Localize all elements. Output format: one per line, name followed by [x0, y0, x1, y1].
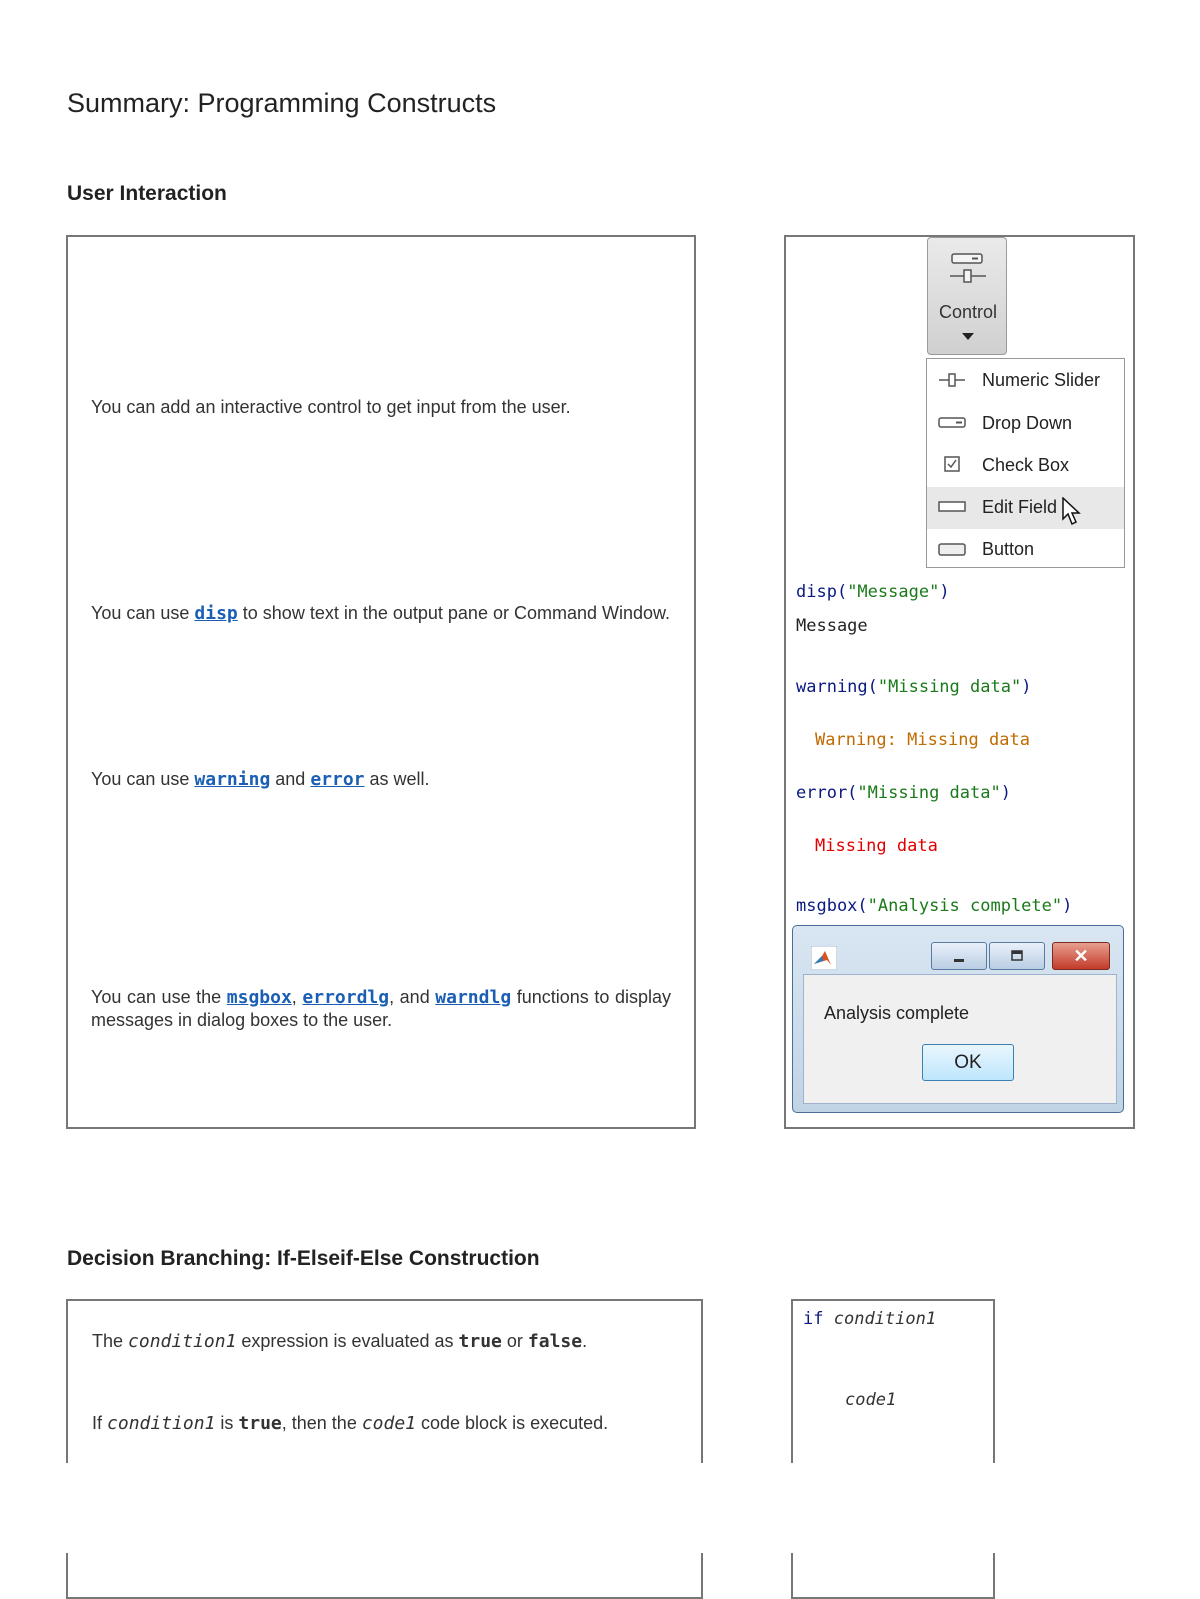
mouse-cursor-icon [1061, 497, 1085, 527]
text: If [92, 1413, 108, 1433]
control-dropdown-menu [926, 358, 1125, 568]
control-icon [948, 248, 988, 288]
code-string: "Analysis complete" [867, 896, 1063, 916]
close-icon: ✕ [1073, 946, 1089, 966]
text: as well. [364, 769, 430, 789]
message-dialog [792, 925, 1124, 1113]
msgbox-link[interactable]: msgbox [226, 987, 292, 1008]
section-heading-decision-branching: Decision Branching: If-Elseif-Else Construction [67, 1247, 540, 1270]
code-block-line: code1 [845, 1390, 897, 1410]
checkbox-icon [937, 455, 967, 475]
code-fn: disp( [796, 582, 848, 602]
code-if-line [803, 1309, 936, 1329]
text: , [291, 987, 303, 1007]
minimize-icon [949, 947, 969, 967]
code-string: "Missing data" [857, 783, 1001, 803]
text: You can use [91, 603, 195, 623]
text: or [501, 1331, 528, 1351]
text: and [270, 769, 311, 789]
output-disp: Message [796, 616, 868, 636]
button-icon [937, 539, 967, 559]
code-error [796, 783, 1011, 803]
errordlg-link[interactable]: errordlg [302, 987, 390, 1008]
paragraph-dialogs [91, 986, 671, 1031]
section-heading-user-interaction: User Interaction [67, 182, 227, 205]
ok-button[interactable]: OK [922, 1044, 1014, 1081]
dialog-message: Analysis complete [824, 1003, 970, 1023]
code-warning [796, 677, 1031, 697]
paragraph-warning-error [91, 768, 671, 791]
code-paren: ) [1000, 783, 1011, 803]
code-fn: error( [796, 783, 858, 803]
code-paren: ) [939, 582, 950, 602]
text: to show text in the output pane or Command Window. [237, 603, 671, 623]
menu-item-edit-field[interactable] [927, 487, 1124, 529]
condition-term: condition1 [107, 1413, 216, 1434]
code-term: code1 [361, 1413, 417, 1434]
text: expression is evaluated as [236, 1331, 459, 1351]
true-term: true [458, 1331, 502, 1352]
warndlg-link[interactable]: warndlg [435, 987, 512, 1008]
dialog-body [803, 974, 1117, 1104]
maximize-button[interactable] [989, 942, 1045, 970]
menu-item-label: Drop Down [982, 413, 1073, 433]
control-button-label: Control [938, 302, 998, 322]
true-term: true [238, 1413, 282, 1434]
code-msgbox [796, 896, 1072, 916]
menu-item-label: Check Box [982, 455, 1070, 475]
code-keyword: if [803, 1309, 824, 1329]
text: The [92, 1331, 129, 1351]
text: , and [389, 987, 436, 1007]
page-title: Summary: Programming Constructs [67, 88, 497, 118]
paragraph-condition-eval [92, 1330, 682, 1353]
slider-icon [937, 370, 967, 390]
code-paren: ) [1062, 896, 1073, 916]
minimize-button[interactable] [931, 942, 987, 970]
control-button[interactable] [927, 237, 1007, 355]
text: is [215, 1413, 239, 1433]
text: functions to display messages in dialog boxes to the user. [91, 987, 671, 1030]
decision-code-box [791, 1299, 995, 1599]
disp-link[interactable]: disp [194, 603, 238, 624]
output-warning: Warning: Missing data [815, 730, 1030, 750]
menu-item-button[interactable] [927, 529, 1124, 571]
code-string: "Message" [847, 582, 940, 602]
edit-field-icon [937, 497, 967, 517]
text: code block is executed. [416, 1413, 609, 1433]
text: You can use [91, 769, 195, 789]
code-fn: warning( [796, 677, 878, 697]
page-bottom-margin [0, 1463, 1200, 1553]
text: , then the [281, 1413, 362, 1433]
code-fn: msgbox( [796, 896, 868, 916]
output-error: Missing data [815, 836, 938, 856]
menu-item-check-box[interactable] [927, 445, 1124, 487]
matlab-logo-icon [811, 946, 837, 970]
paragraph-disp [91, 602, 671, 625]
condition-term: condition1 [128, 1331, 237, 1352]
code-paren: ) [1021, 677, 1032, 697]
paragraph-condition-true [92, 1412, 682, 1435]
code-disp [796, 582, 950, 602]
menu-item-drop-down[interactable] [927, 403, 1124, 445]
code-condition: condition1 [833, 1309, 937, 1329]
text: You can use the [91, 987, 227, 1007]
menu-item-label: Button [982, 539, 1035, 559]
false-term: false [527, 1331, 583, 1352]
code-string: "Missing data" [877, 677, 1022, 697]
paragraph-interactive-control: You can add an interactive control to get input from the user. [91, 397, 571, 417]
maximize-icon [1007, 947, 1027, 967]
dropdown-icon [937, 413, 967, 433]
close-button[interactable] [1052, 942, 1110, 970]
text: . [582, 1331, 588, 1351]
chevron-down-icon [962, 333, 974, 341]
menu-item-numeric-slider[interactable] [927, 360, 1124, 402]
error-link[interactable]: error [310, 769, 365, 790]
menu-item-label: Edit Field [982, 497, 1058, 517]
warning-link[interactable]: warning [194, 769, 271, 790]
menu-item-label: Numeric Slider [982, 370, 1101, 390]
